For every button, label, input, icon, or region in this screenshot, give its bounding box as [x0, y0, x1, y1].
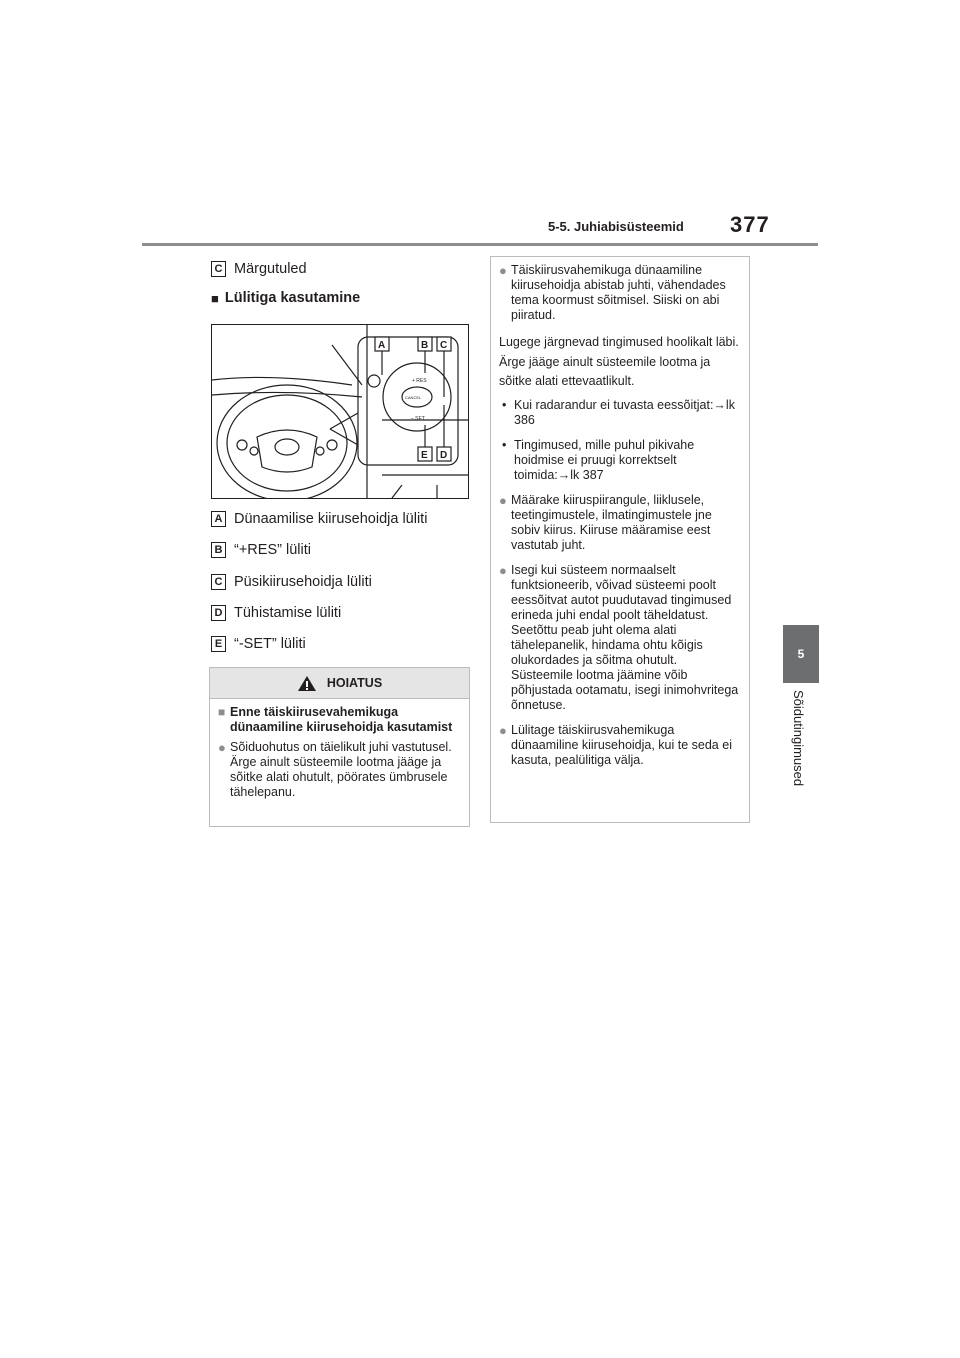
label-a: A	[378, 340, 386, 351]
bullet-row	[499, 563, 741, 713]
legend-text: Püsikiirusehoidja lüliti	[234, 574, 372, 590]
indicator-text: Märgutuled	[234, 261, 307, 277]
bullet-text: Lülitage täiskiirusvahemikuga dünaamiline kiirusehoidja, kui te seda ei kasuta, pealülitiga välja.	[511, 722, 732, 767]
dot-text: Tingimused, mille puhul pikivahe hoidmise ei pruugi korrektselt toimida:→lk 387	[514, 437, 695, 482]
circle-bullet-icon: ●	[499, 263, 507, 278]
bullet-text: Täiskiirusvahemikuga dünaamiline kiirusehoidja abistab juhti, vähendades tema koormust sõitmisel. Siiski on abi piiratud.	[511, 263, 726, 322]
circle-bullet-icon: ●	[218, 740, 226, 755]
legend-item	[211, 603, 341, 623]
bullet-text: Määrake kiiruspiirangule, liiklusele, teetingimustele, ilmatingimustele jne sobiv kiirus. Kiiruse määramise eest vastutab juht.	[511, 492, 712, 552]
dot-bullet-icon: •	[502, 437, 507, 452]
warning-box	[209, 667, 470, 827]
warning-bullet: Sõiduohutus on täielikult juhi vastutusel. Ärge ainult süsteemile lootma jääge ja sõitke alati ohutult, pöörates ümbrusele tähelepanu.	[230, 740, 452, 799]
square-bullet-icon: ■	[218, 705, 226, 719]
warning-subheading: Enne täiskiirusevahemikuga dünaamiline kiirusehoidja kasutamist	[230, 705, 453, 734]
label-c: C	[440, 340, 448, 351]
circle-bullet-icon: ●	[499, 492, 507, 508]
letter-badge: A	[211, 511, 226, 527]
dot-text: Kui radarandur ei tuvasta eessõitjat:→lk 386	[514, 397, 735, 427]
letter-badge: C	[211, 261, 226, 277]
circle-bullet-icon: ●	[499, 722, 507, 738]
letter-badge: E	[211, 636, 226, 652]
warning-title: HOIATUS	[326, 676, 383, 690]
dot-row	[499, 398, 741, 428]
letter-badge: B	[211, 542, 226, 558]
bullet-row	[499, 263, 741, 323]
legend-item	[211, 634, 306, 654]
warning-header	[210, 668, 469, 699]
warning-triangle-icon	[297, 675, 317, 692]
legend-item	[211, 540, 311, 560]
legend-text: “-SET” lüliti	[234, 636, 306, 652]
legend-text: “+RES” lüliti	[234, 542, 311, 558]
steering-wheel-drawing	[212, 325, 468, 498]
label-d: D	[440, 450, 448, 461]
paragraph: Lugege järgnevad tingimused hoolikalt läbi. Ärge jääge ainult süsteemile lootma ja sõitke alati ettevaatlikult.	[499, 335, 739, 388]
chapter-label: Sõidutingimused	[791, 690, 806, 787]
legend-text: Tühistamise lüliti	[234, 605, 342, 621]
bullet-row	[499, 723, 741, 768]
circle-bullet-icon: ●	[499, 562, 507, 578]
warning-bullet-row	[218, 740, 461, 800]
steering-wheel-illustration	[211, 324, 469, 499]
bullet-row	[499, 493, 741, 553]
dot-row	[499, 438, 741, 483]
letter-badge: C	[211, 574, 226, 590]
caution-box	[490, 256, 750, 823]
section-title: 5-5. Juhiabisüsteemid	[548, 219, 684, 234]
bullet-text: Isegi kui süsteem normaalselt funktsioneerib, võivad süsteemi poolt eessõitvat autot puudutavad tingimused erineda juhi endal poolt täheldatust. Seetõttu peab juht olema alati tähelepanelik, hindama ohtu kõigis olukordades ja sõitma ohutult. Süsteemile lootma jäämine võib põhjustada ootamatu, isegi inimohvritega õnnetuse.	[511, 562, 739, 712]
warning-subheading-row	[218, 705, 461, 735]
header-rule	[142, 243, 818, 246]
switch-heading	[211, 288, 360, 308]
letter-badge: D	[211, 605, 226, 621]
cancel-label: CANCEL	[405, 395, 422, 400]
chapter-tab[interactable]: 5	[783, 625, 819, 683]
legend-item	[211, 572, 372, 592]
legend-item	[211, 509, 427, 529]
label-b: B	[421, 340, 429, 351]
switch-heading-text: Lülitiga kasutamine	[224, 290, 361, 306]
res-label: + RES	[412, 378, 427, 384]
indicator-item	[211, 259, 307, 279]
label-e: E	[421, 450, 428, 461]
page-number: 377	[730, 212, 770, 237]
square-bullet-icon: ■	[211, 290, 219, 306]
dot-bullet-icon: •	[502, 397, 507, 412]
legend-text: Dünaamilise kiirusehoidja lüliti	[234, 511, 428, 527]
set-label: – SET	[411, 416, 425, 422]
